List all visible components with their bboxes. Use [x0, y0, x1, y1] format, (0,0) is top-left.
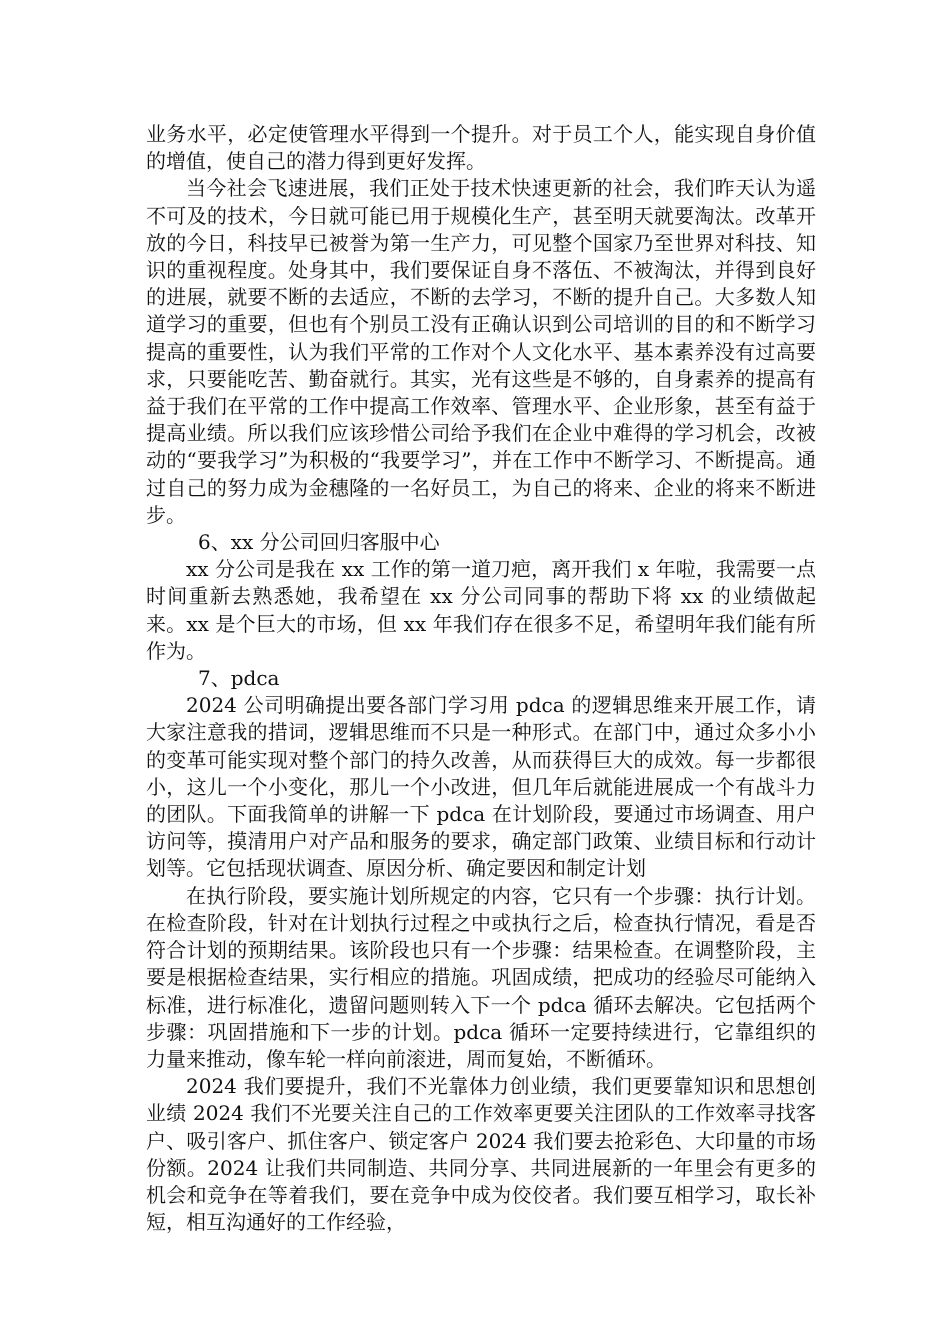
- document-body: [146, 121, 816, 1236]
- paragraph-pdca-do-check-act: 在执行阶段，要实施计划所规定的内容，它只有一个步骤：执行计划。在检查阶段，针对在计划执行过程之中或执行之后，检查执行情况，看是否符合计划的预期结果。该阶段也只有一个步骤：结果检查。在调整阶段，主要是根据检查结果，实行相应的措施。巩固成绩，把成功的经验尽可能纳入标准，进行标准化，遗留问题则转入下一个 pdca 循环去解决。它包括两个步骤：巩固措施和下一步的计划。pdca 循环一定要持续进行，它靠组织的力量来推动，像车轮一样向前滚进，周而复始，不断循环。: [146, 883, 816, 1071]
- paragraph-2024-goals: 2024 我们要提升，我们不光靠体力创业绩，我们更要靠知识和思想创业绩 2024 我们不光要关注自己的工作效率更要关注团队的工作效率寻找客户、吸引客户、抓住客户、锁定客户 2024 我们要去抢彩色、大印量的市场份额。2024 让我们共同制造、共同分享、共同进展新的一年里会有更多的机会和竞争在等着我们，要在竞争中成为佼佼者。我们要互相学习，取长补短，相互沟通好的工作经验，: [146, 1074, 816, 1235]
- section-heading-6: 6、xx 分公司回归客服中心: [198, 530, 440, 555]
- paragraph-pdca-plan: 2024 公司明确提出要各部门学习用 pdca 的逻辑思维来开展工作，请大家注意我的措词，逻辑思维而不只是一种形式。在部门中，通过众多小小的变革可能实现对整个部门的持久改善，从而获得巨大的成效。每一步都很小，这儿一个小变化，那儿一个小改进，但几年后就能进展成一个有战斗力的团队。下面我简单的讲解一下 pdca 在计划阶段，要通过市场调查、用户访问等，摸清用户对产品和服务的要求，确定部门政策、业绩目标和行动计划等。它包括现状调查、原因分析、确定要因和制定计划: [146, 693, 816, 881]
- section-heading-7: 7、pdca: [198, 666, 280, 691]
- paragraph-continuation: 业务水平，必定使管理水平得到一个提升。对于员工个人，能实现自身价值的增值，使自己的潜力得到更好发挥。: [146, 122, 816, 174]
- paragraph-branch-office: xx 分公司是我在 xx 工作的第一道刀疤，离开我们 x 年啦，我需要一点时间重新去熟悉她，我希望在 xx 分公司同事的帮助下将 xx 的业绩做起来。xx 是个巨大的市场，但 xx 年我们存在很多不足，希望明年我们能有所作为。: [146, 557, 816, 663]
- paragraph-self-learning: 当今社会飞速进展，我们正处于技术快速更新的社会，我们昨天认为遥不可及的技术，今日就可能已用于规模化生产，甚至明天就要淘汰。改革开放的今日，科技早已被誉为第一生产力，可见整个国家乃至世界对科技、知识的重视程度。处身其中，我们要保证自身不落伍、不被淘汰，并得到良好的进展，就要不断的去适应，不断的去学习，不断的提升自己。大多数人知道学习的重要，但也有个别员工没有正确认识到公司培训的目的和不断学习提高的重要性，认为我们平常的工作对个人文化水平、基本素养没有过高要求，只要能吃苦、勤奋就行。其实，光有这些是不够的，自身素养的提高有益于我们在平常的工作中提高工作效率、管理水平、企业形象，甚至有益于提高业绩。所以我们应该珍惜公司给予我们在企业中难得的学习机会，改被动的“要我学习”为积极的“我要学习”，并在工作中不断学习、不断提高。通过自己的努力成为金穗隆的一名好员工，为自己的将来、企业的将来不断进步。: [146, 176, 816, 527]
